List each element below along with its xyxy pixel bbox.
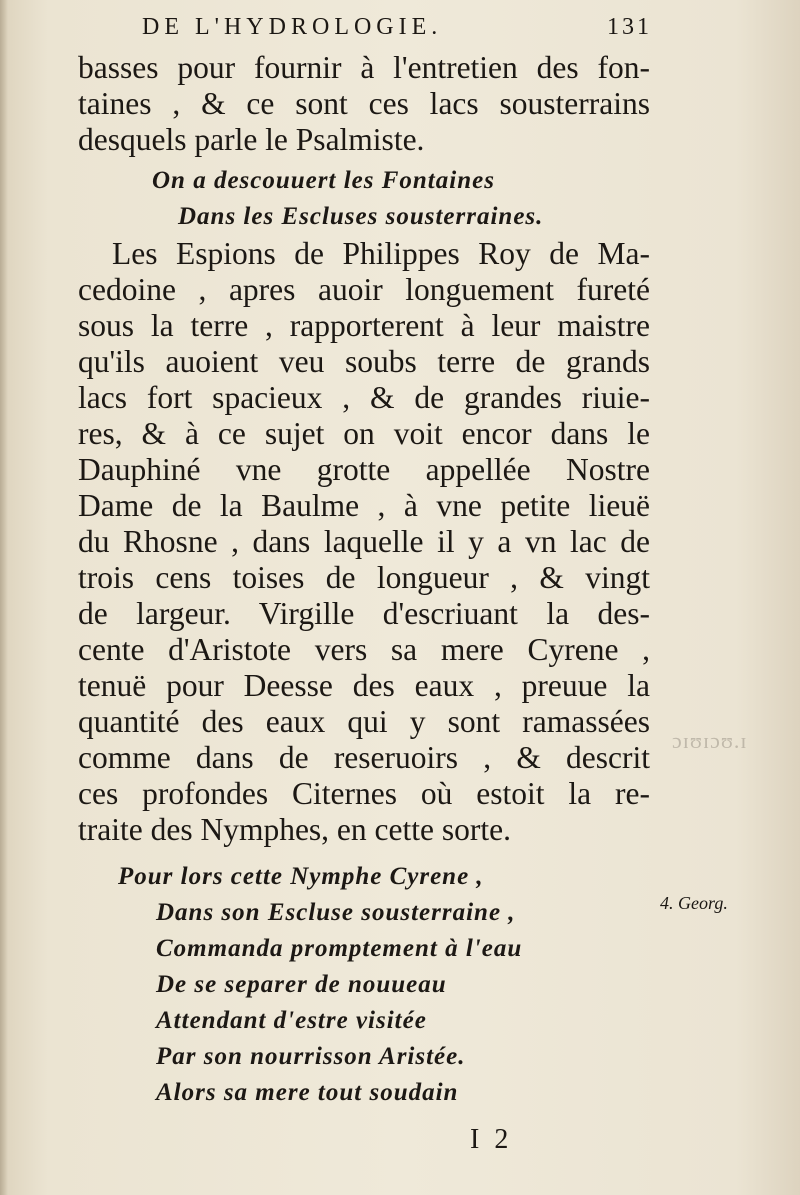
text-line: trois cens toises de longueur , & vingt bbox=[78, 560, 650, 595]
text-line: basses pour fournir à l'entretien des fon- bbox=[78, 50, 650, 85]
quote-line: Dans les Escluses sousterraines. bbox=[178, 203, 544, 230]
verse-line: Attendant d'estre visitée bbox=[156, 1007, 427, 1034]
text-line: Dauphiné vne grotte appellée Nostre bbox=[78, 452, 650, 487]
bleed-through-text: ɔɪʊɪɔʊ.ɪ bbox=[672, 728, 748, 753]
text-line: cente d'Aristote vers sa mere Cyrene , bbox=[78, 632, 650, 667]
text-line: Les Espions de Philippes Roy de Ma- bbox=[112, 236, 650, 271]
text-line: res, & à ce sujet on voit encor dans le bbox=[78, 416, 650, 451]
text-line: traite des Nymphes, en cette sorte. bbox=[78, 812, 511, 847]
quote-line: On a descouuert les Fontaines bbox=[152, 167, 495, 194]
verse-line: De se separer de nouueau bbox=[156, 971, 447, 998]
verse-line: Commanda promptement à l'eau bbox=[156, 935, 523, 962]
text-line: cedoine , apres auoir longuement fureté bbox=[78, 272, 650, 307]
text-line: tenuë pour Deesse des eaux , preuue la bbox=[78, 668, 650, 703]
verse-line: Pour lors cette Nymphe Cyrene , bbox=[118, 863, 484, 890]
text-line: du Rhosne , dans laquelle il y a vn lac de bbox=[78, 524, 650, 559]
page-gutter-shadow bbox=[0, 0, 8, 1195]
running-header bbox=[142, 14, 652, 44]
text-line: desquels parle le Psalmiste. bbox=[78, 122, 425, 157]
signature-mark: I 2 bbox=[470, 1124, 513, 1155]
text-line: sous la terre , rapporterent à leur maistre bbox=[78, 308, 650, 343]
text-line: ces profondes Citernes où estoit la re- bbox=[78, 776, 650, 811]
verse-line: Par son nourrisson Aristée. bbox=[156, 1043, 466, 1070]
text-line: comme dans de reseruoirs , & descrit bbox=[78, 740, 650, 775]
text-line: taines , & ce sont ces lacs sousterrains bbox=[78, 86, 650, 121]
verse-line: Dans son Escluse sousterraine , bbox=[156, 899, 516, 926]
page-number: 131 bbox=[607, 14, 652, 40]
text-line: de largeur. Virgille d'escriuant la des- bbox=[78, 596, 650, 631]
text-line: quantité des eaux qui y sont ramassées bbox=[78, 704, 650, 739]
margin-reference: 4. Georg. bbox=[660, 893, 728, 913]
running-title: DE L'HYDROLOGIE. bbox=[142, 14, 443, 40]
text-line: lacs fort spacieux , & de grandes riuie- bbox=[78, 380, 650, 415]
text-line: Dame de la Baulme , à vne petite lieuë bbox=[78, 488, 650, 523]
verse-line: Alors sa mere tout soudain bbox=[156, 1079, 459, 1106]
text-line: qu'ils auoient veu soubs terre de grands bbox=[78, 344, 650, 379]
